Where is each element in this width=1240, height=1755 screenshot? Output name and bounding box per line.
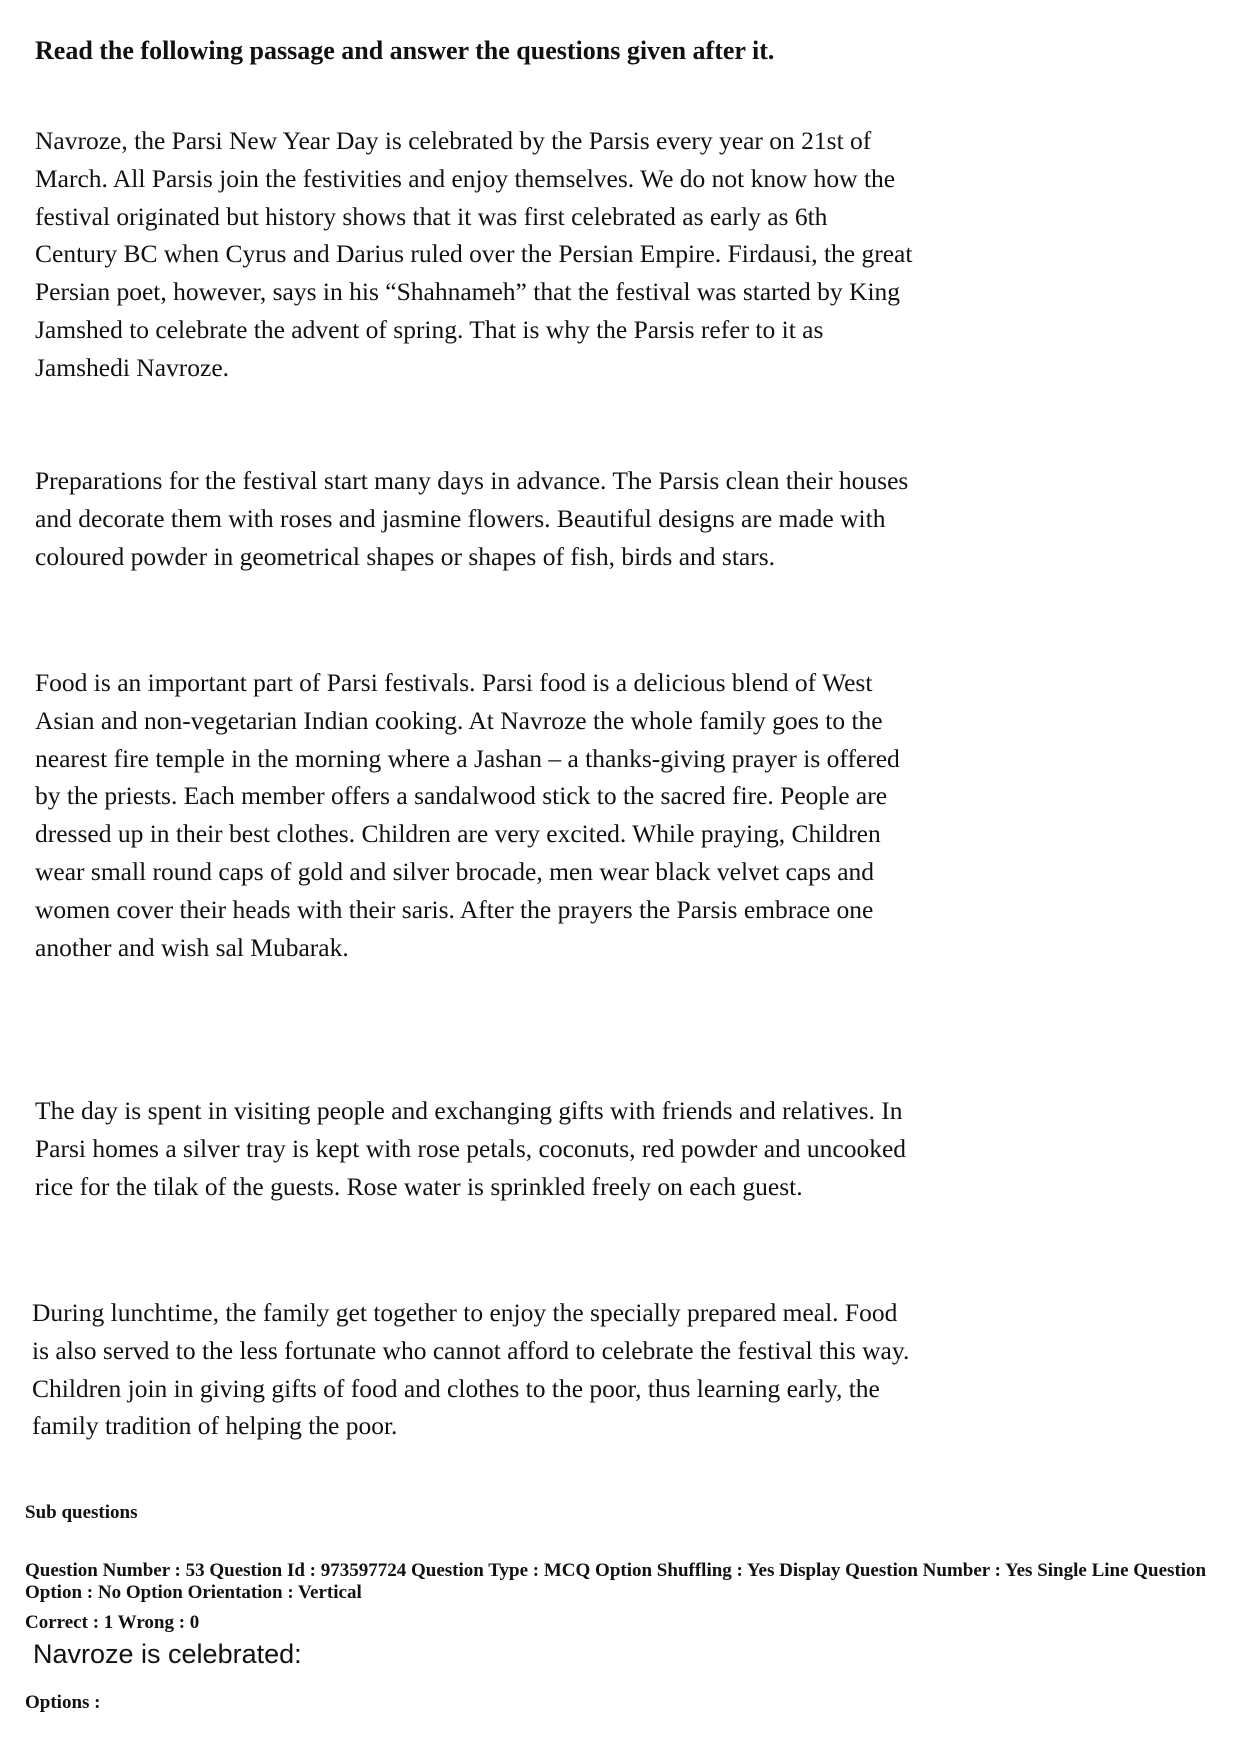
passage-paragraph-5: During lunchtime, the family get together to enjoy the specially prepared meal. Food is also served to the less fortunate who cannot afford to celebrate the festival this way. Children join in giving gifts of food and clothes to the poor, thus learning early, the family tradition of helping the poor.	[32, 1298, 910, 1441]
passage-paragraph-4: The day is spent in visiting people and exchanging gifts with friends and relatives. In Parsi homes a silver tray is kept with rose petals, coconuts, red powder and uncooked rice for the tilak of the guests. Rose water is sprinkled freely on each guest.	[35, 1096, 907, 1201]
passage-paragraph-2: Preparations for the festival start many days in advance. The Parsis clean their houses and decorate them with roses and jasmine flowers. Beautiful designs are made with coloured powder in geometrical shapes or shapes of fish, birds and stars.	[35, 466, 909, 571]
question-meta: Question Number : 53 Question Id : 973597724 Question Type : MCQ Option Shuffling : Yes Display Question Number : Yes Single Line Question Option : No Option Orientation : Vertical	[25, 1560, 1207, 1603]
passage-paragraph-3: Food is an important part of Parsi festivals. Parsi food is a delicious blend of West Asian and non-vegetarian Indian cooking. At Navroze the whole family goes to the nearest fire temple in the morning where a Jashan – a thanks-giving prayer is offered by the priests. Each member offers a sandalwood stick to the sacred fire. People are dressed up in their best clothes. Children are very excited. While praying, Children wear small round caps of gold and silver brocade, men wear black velvet caps and women cover their heads with their saris. After the prayers the Parsis embrace one another and wish sal Mubarak.	[35, 668, 900, 962]
options-label: Options :	[25, 1692, 101, 1713]
passage-heading: Read the following passage and answer the questions given after it.	[35, 36, 775, 65]
question-score: Correct : 1 Wrong : 0	[25, 1612, 200, 1633]
question-text: Navroze is celebrated:	[33, 1639, 302, 1669]
passage-paragraph-1: Navroze, the Parsi New Year Day is celebrated by the Parsis every year on 21st of March. All Parsis join the festivities and enjoy themselves. We do not know how the festival originated but history shows that it was first celebrated as early as 6th Century BC when Cyrus and Darius ruled over the Persian Empire. Firdausi, the great Persian poet, however, says in his “Shahnameh” that the festival was started by King Jamshed to celebrate the advent of spring. That is why the Parsis refer to it as Jamshedi Navroze.	[35, 126, 913, 382]
sub-questions-label: Sub questions	[25, 1502, 138, 1523]
